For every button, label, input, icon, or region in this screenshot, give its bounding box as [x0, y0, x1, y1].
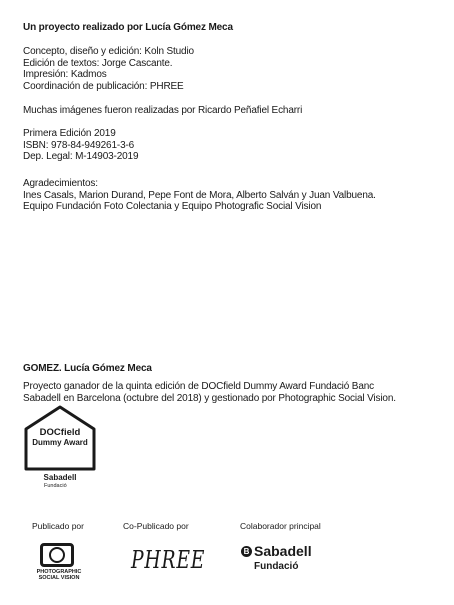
acknowledgements-heading: Agradecimientos: [23, 178, 98, 189]
co-published-by-label: Co-Publicado por [123, 521, 189, 531]
role-line: Concepto, diseño y edición: Koln Studio [23, 46, 194, 57]
role-line: Impresión: Kadmos [23, 69, 107, 80]
acknowledgements-line: Equipo Fundación Foto Colectania y Equipo Photografic Social Vision [23, 201, 322, 212]
seal-sponsor-sub: Fundació [44, 483, 67, 489]
credits-header: Un proyecto realizado por Lucía Gómez Meca [23, 22, 233, 33]
book-description [23, 381, 396, 404]
book-title: GOMEZ. Lucía Gómez Meca [23, 363, 152, 374]
acknowledgements-line: Ines Casals, Marion Durand, Pepe Font de Mora, Alberto Salván y Juan Valbuena. [23, 189, 376, 201]
sabadell-fundacio-logo [241, 545, 331, 581]
main-collaborator-label: Colaborador principal [240, 521, 321, 531]
seal-sponsor: Sabadell [43, 473, 77, 482]
seal-title: DOCfield [39, 427, 81, 438]
edition-info [23, 128, 138, 163]
phree-logo: PHREE [131, 546, 206, 574]
role-line: Edición de textos: Jorge Cascante. [23, 57, 173, 69]
legal-deposit-line: Dep. Legal: M-14903-2019 [23, 151, 139, 162]
description-line: Sabadell en Barcelona (octubre del 2018) y gestionado por Photographic Social Vision. [23, 392, 396, 404]
sabadell-sub: Fundació [254, 561, 299, 572]
role-line: Coordinación de publicación: PHREE [23, 80, 184, 92]
edition-line: Primera Edición 2019 [23, 128, 116, 139]
acknowledgements [23, 178, 376, 213]
isbn-line: ISBN: 978-84-949261-3-6 [23, 139, 135, 151]
photographic-social-vision-logo [36, 543, 82, 587]
sabadell-name: Sabadell [254, 543, 312, 559]
photos-credit: Muchas imágenes fueron realizadas por Ricardo Peñafiel Echarri [23, 105, 303, 116]
docfield-award-seal [24, 405, 96, 501]
photographic-logo-text: PHOTOGRAPHIC SOCIAL VISION [36, 569, 82, 581]
camera-lens-icon [49, 547, 65, 563]
sabadell-mark-icon: B [241, 546, 252, 557]
seal-subtitle: Dummy Award [32, 438, 88, 447]
description-line: Proyecto ganador de la quinta edición de DOCfield Dummy Award Fundació Banc [23, 381, 374, 392]
published-by-label: Publicado por [32, 521, 84, 531]
credits-roles [23, 46, 194, 92]
